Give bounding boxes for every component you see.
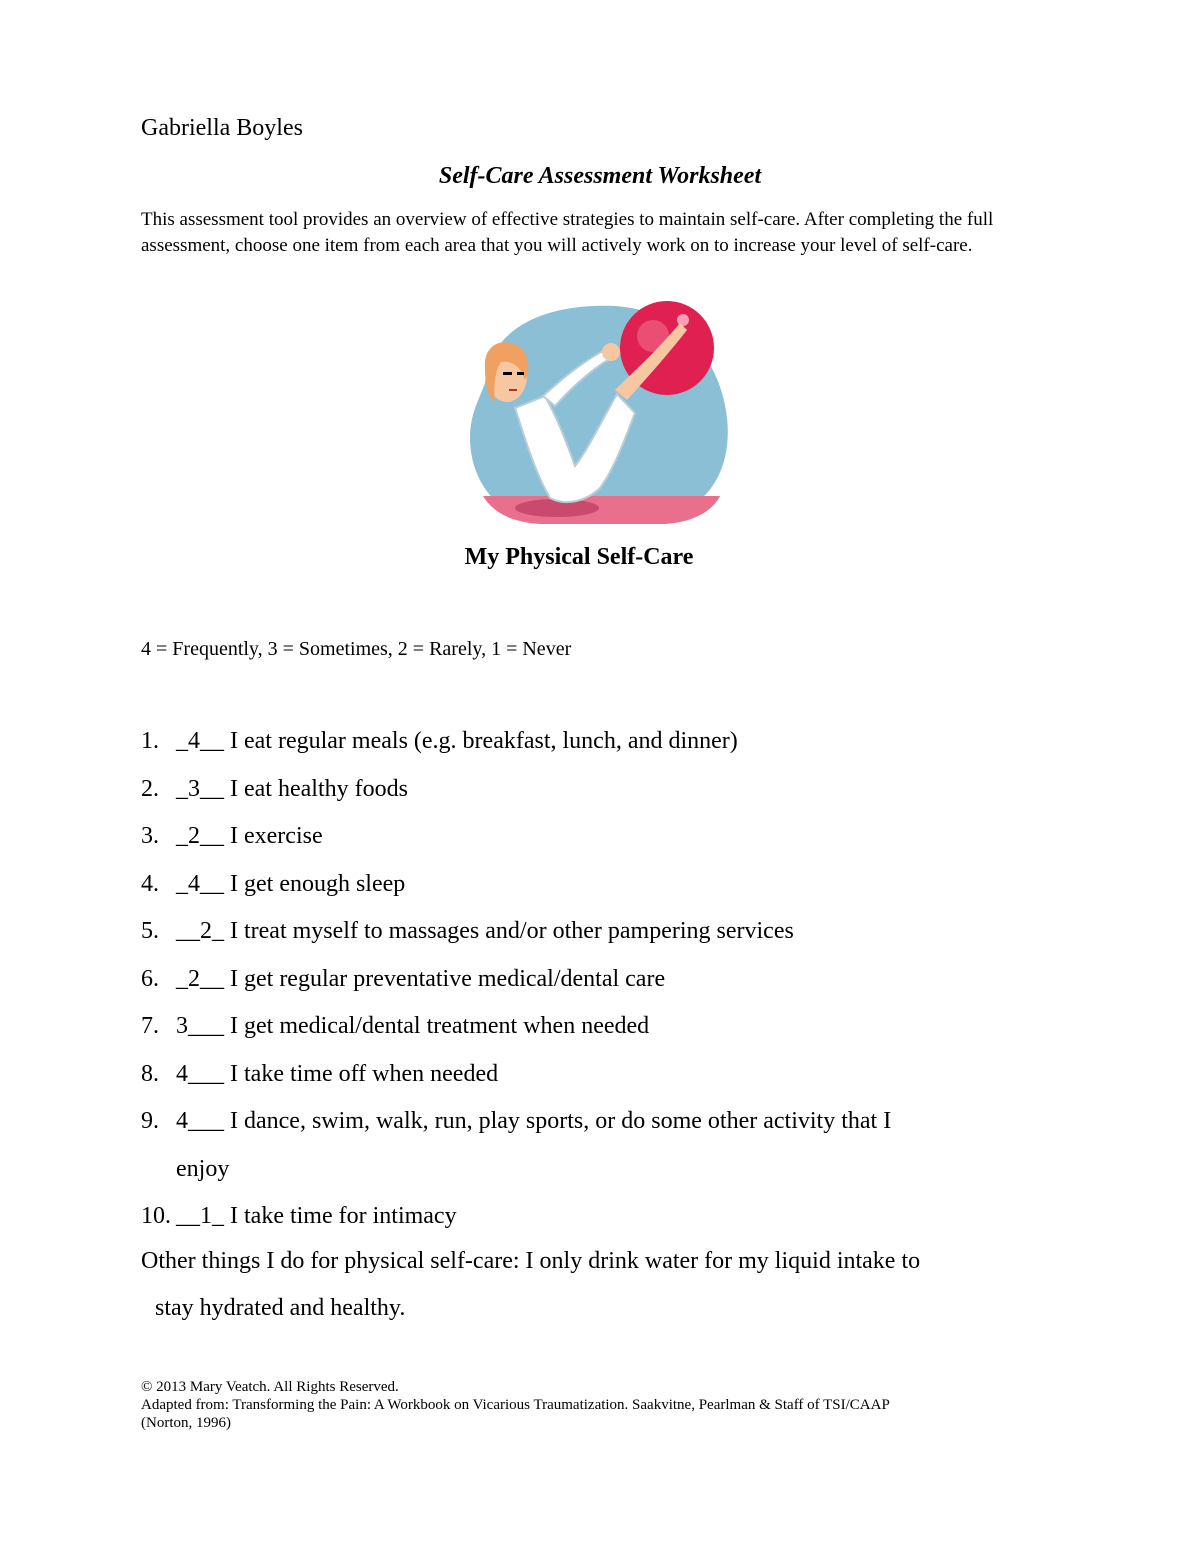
section-title: My Physical Self-Care [464,544,694,570]
item-text: _2__ I exercise [176,823,323,849]
list-item [141,861,1061,909]
item-text: __1_ I take time for intimacy [176,1203,457,1229]
item-number: 3. [141,823,159,849]
list-item [141,1193,1061,1241]
item-number: 9. [141,1108,159,1134]
list-item [141,908,1061,956]
other-line-1: Other things I do for physical self-care: I only drink water for my liquid intake to [141,1248,921,1274]
item-text: 3___ I get medical/dental treatment when needed [176,1013,650,1039]
other-self-care [141,1238,1081,1332]
item-number: 6. [141,965,159,992]
list-item [141,1051,1061,1099]
exercise-illustration [465,298,735,528]
copyright-text: © 2013 Mary Veatch. All Rights Reserved. [141,1379,399,1395]
item-number: 4. [141,870,159,897]
item-text: _4__ I eat regular meals (e.g. breakfast, lunch, and dinner) [176,728,738,754]
item-number: 1. [141,728,159,754]
item-text: 4___ I take time off when needed [176,1060,499,1087]
item-number: 10. [141,1203,171,1229]
item-text: __2_ I treat myself to massages and/or other pampering services [176,918,794,944]
item-number: 5. [141,918,159,944]
rating-scale: 4 = Frequently, 3 = Sometimes, 2 = Rarely, 1 = Never [141,638,572,660]
item-text: _4__ I get enough sleep [176,870,406,897]
assessment-list [141,718,1061,1241]
list-item [141,956,1061,1004]
author-name: Gabriella Boyles [141,115,303,141]
footer [141,1378,1041,1432]
adapted-text: Adapted from: Transforming the Pain: A Workbook on Vicarious Traumatization. Saakvitne, Pearlman & Staff of TSI/CAAP [141,1397,890,1413]
item-number: 7. [141,1013,159,1039]
item-text: _2__ I get regular preventative medical/dental care [176,965,666,992]
list-item [141,1098,1061,1193]
item-number: 8. [141,1060,159,1087]
list-item [141,718,1061,766]
item-text: _3__ I eat healthy foods [176,775,408,802]
publisher-text: (Norton, 1996) [141,1415,231,1431]
other-line-2: stay hydrated and healthy. [155,1295,406,1321]
item-text: 4___ I dance, swim, walk, run, play sports, or do some other activity that I [176,1108,892,1134]
list-item [141,766,1061,814]
list-item [141,813,1061,861]
list-item [141,1003,1061,1051]
item-number: 2. [141,775,159,802]
item-text-continued: enjoy [176,1155,230,1182]
worksheet-title: Self-Care Assessment Worksheet [438,163,762,189]
intro-paragraph: This assessment tool provides an overview of effective strategies to maintain self-care. After completing the full assessment, choose one item from each area that you will actively work on to increase your level of self-care. [141,209,994,256]
